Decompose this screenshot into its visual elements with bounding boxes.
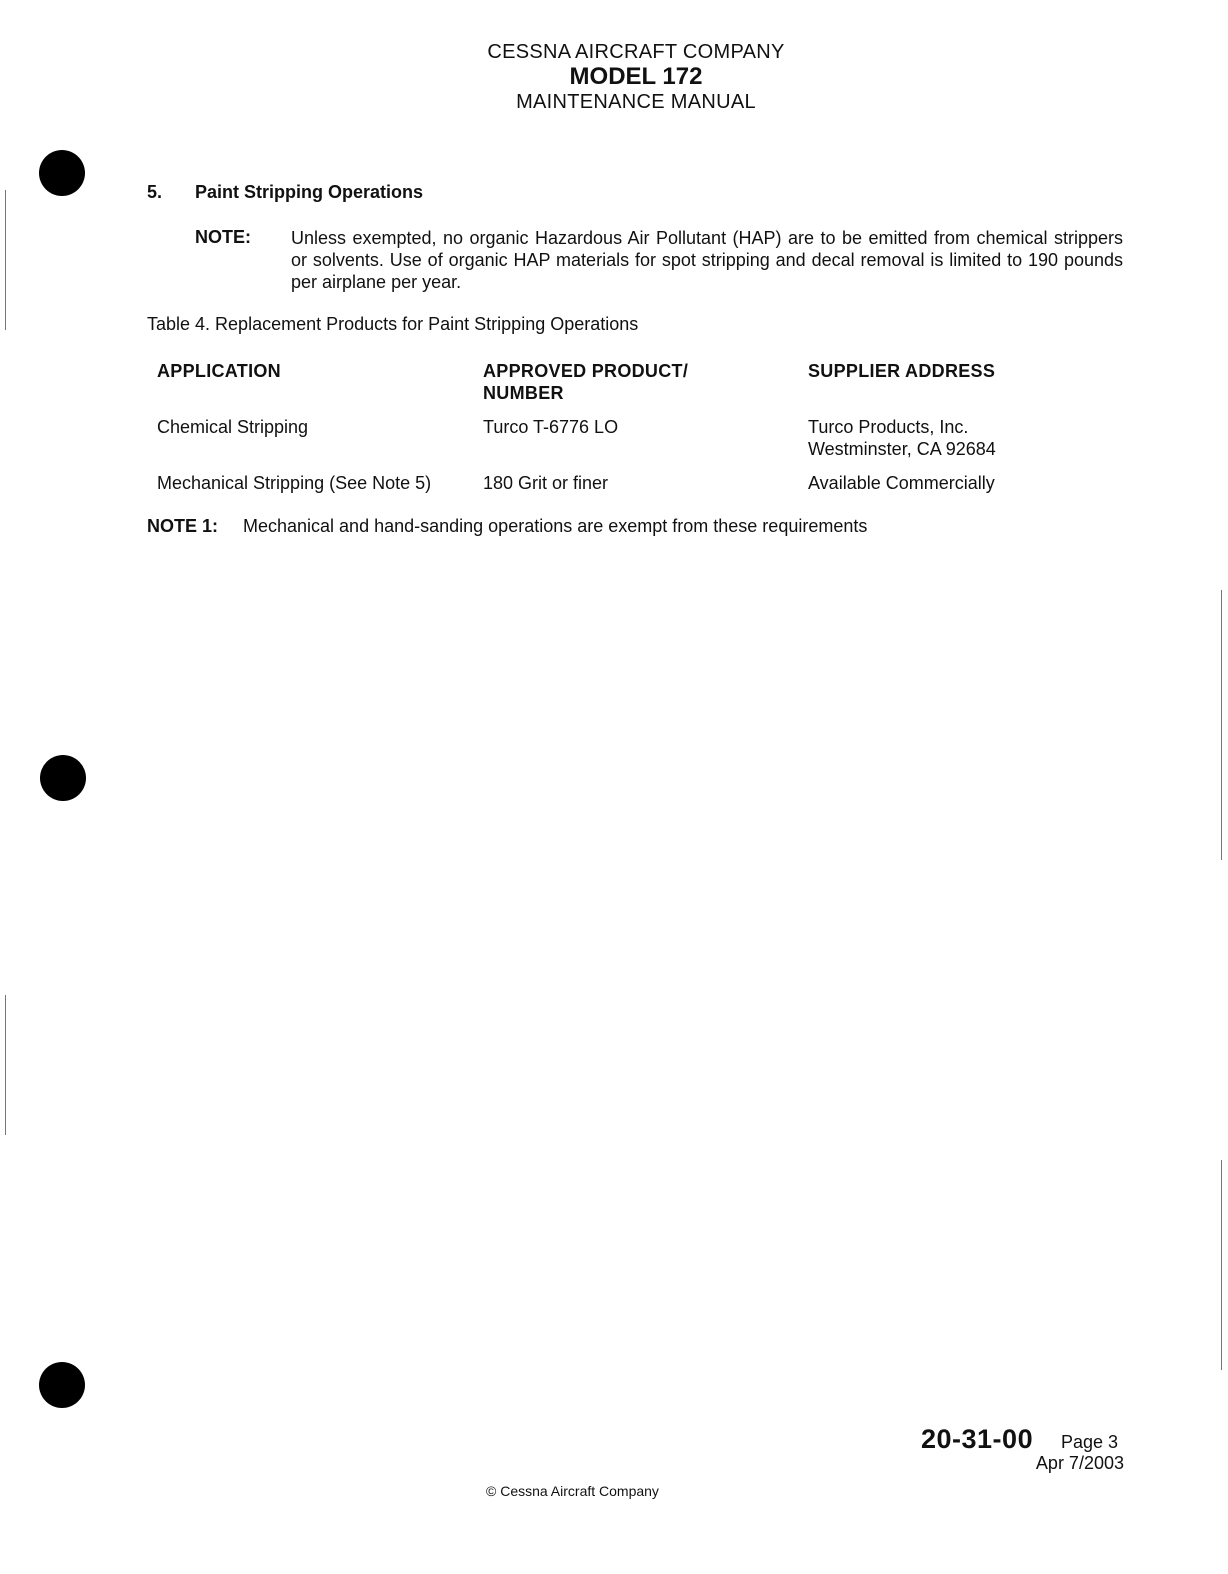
table-header-product: [483, 360, 688, 404]
scan-edge-mark: [1221, 590, 1222, 860]
table-cell-application: Mechanical Stripping (See Note 5): [157, 473, 432, 493]
table-header-application: APPLICATION: [157, 361, 281, 381]
table-header-supplier: SUPPLIER ADDRESS: [808, 361, 996, 381]
table-cell-product: Turco T-6776 LO: [483, 417, 619, 437]
company-name: CESSNA AIRCRAFT COMPANY: [487, 41, 785, 63]
model-title: MODEL 172: [569, 63, 703, 90]
note-label: NOTE:: [195, 227, 251, 247]
section-number: 5.: [147, 182, 163, 202]
page-header: [0, 40, 1228, 114]
copyright-notice: © Cessna Aircraft Company: [486, 1483, 659, 1499]
table-cell-application: Chemical Stripping: [157, 417, 309, 437]
supplier-line: Westminster, CA 92684: [808, 439, 996, 459]
document-number: 20-31-00: [921, 1424, 1034, 1454]
scan-edge-mark: [5, 190, 6, 330]
page-number: Page 3: [1061, 1432, 1119, 1452]
note-text: Unless exempted, no organic Hazardous Air Pollutant (HAP) are to be emitted from chemical strippers or solvents. Use of organic HAP materials for spot stripping and decal removal is limited to 190 pounds per airplane per year.: [291, 228, 1123, 292]
manual-title: MAINTENANCE MANUAL: [516, 91, 756, 113]
section-title: Paint Stripping Operations: [195, 182, 424, 202]
punch-hole-bottom: [39, 1362, 85, 1408]
table-cell-supplier: [808, 416, 996, 460]
scan-edge-mark: [1221, 1160, 1222, 1370]
table-cell-supplier: Available Commercially: [808, 473, 995, 493]
scan-edge-mark: [5, 995, 6, 1135]
note1-text: Mechanical and hand-sanding operations are exempt from these requirements: [243, 516, 868, 536]
table-header-product-line2: NUMBER: [483, 383, 564, 403]
supplier-line: Turco Products, Inc.: [808, 417, 969, 437]
note1-label: NOTE 1:: [147, 516, 219, 536]
punch-hole-top: [39, 150, 85, 196]
table-header-product-line1: APPROVED PRODUCT/: [483, 361, 689, 381]
revision-date: Apr 7/2003: [1035, 1453, 1124, 1473]
table-caption: Table 4. Replacement Products for Paint Stripping Operations: [147, 314, 639, 334]
table-cell-product: 180 Grit or finer: [483, 473, 609, 493]
punch-hole-middle: [40, 755, 86, 801]
